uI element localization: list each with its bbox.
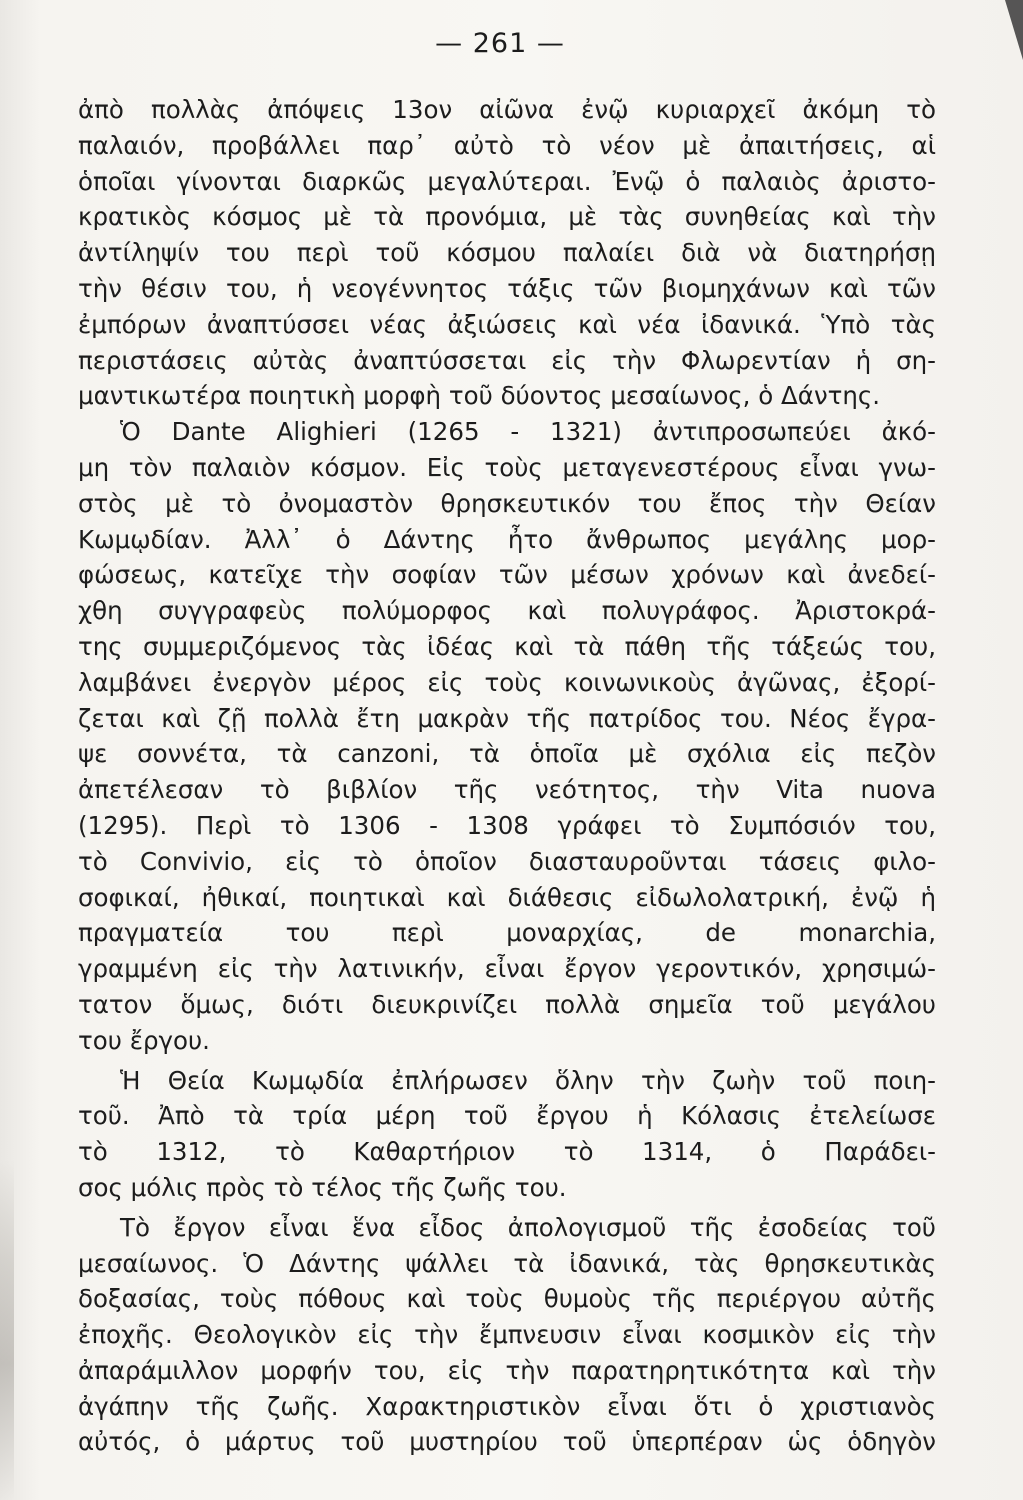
- text-line: ἀγάπην τῆς ζωῆς. Χαρακτηριστικὸν εἶναι ὅτι ὁ χριστιανὸς: [78, 1391, 936, 1421]
- text-line: Τὸ ἔργον εἶναι ἕνα εἶδος ἀπολογισμοῦ τῆς ἐσοδείας τοῦ: [120, 1212, 936, 1242]
- text-line: τὸ 1312, τὸ Καθαρτήριον τὸ 1314, ὁ Παράδει-: [78, 1137, 936, 1167]
- text-line: τατον ὅμως, διότι διευκρινίζει πολλὰ σημεῖα τοῦ μεγάλου: [78, 989, 936, 1019]
- text-line: ἀντίληψίν του περὶ τοῦ κόσμου παλαίει διὰ νὰ διατηρήσῃ: [78, 238, 936, 268]
- body-text: [78, 92, 936, 1460]
- text-line: σοφικαί, ἠθικαί, ποιητικαὶ καὶ διάθεσις εἰδωλολατρική, ἐνῷ ἡ: [78, 882, 936, 912]
- text-line: τὸ Convivio, εἰς τὸ ὁποῖον διασταυροῦνται τάσεις φιλο-: [78, 846, 936, 876]
- text-line: ἐποχῆς. Θεολογικὸν εἰς τὴν ἔμπνευσιν εἶναι κοσμικὸν εἰς τὴν: [78, 1320, 936, 1350]
- text-line: της συμμεριζόμενος τὰς ἰδέας καὶ τὰ πάθη τῆς τάξεώς του,: [78, 631, 936, 661]
- text-line: πραγματεία του περὶ μοναρχίας, de monarchia,: [78, 918, 936, 948]
- text-line: (1295). Περὶ τὸ 1306 - 1308 γράφει τὸ Συμπόσιόν του,: [78, 810, 936, 840]
- text-line: φώσεως, κατεῖχε τὴν σοφίαν τῶν μέσων χρόνων καὶ ἀνεδεί-: [78, 560, 936, 590]
- text-line: δοξασίας, τοὺς πόθους καὶ τοὺς θυμοὺς τῆς περιέργου αὐτῆς: [78, 1284, 936, 1314]
- text-line: Ὁ Dante Alighieri (1265 - 1321) ἀντιπροσωπεύει ἀκό-: [120, 417, 936, 447]
- text-line: ἀπὸ πολλὰς ἀπόψεις 13ον αἰῶνα ἐνῷ κυριαρχεῖ ἀκόμη τὸ: [78, 95, 936, 124]
- text-line: μεσαίωνος. Ὁ Δάντης ψάλλει τὰ ἰδανικά, τὰς θρησκευτικὰς: [78, 1248, 936, 1278]
- page-number: — 261 —: [435, 28, 565, 59]
- page-corner-shadow: [1005, 0, 1023, 60]
- text-line: λαμβάνει ἐνεργὸν μέρος εἰς τοὺς κοινωνικοὺς ἀγῶνας, ἐξορί-: [78, 667, 936, 697]
- text-line: ψε σοννέτα, τὰ canzoni, τὰ ὁποῖα μὲ σχόλια εἰς πεζὸν: [78, 739, 936, 769]
- text-line: ὁποῖαι γίνονται διαρκῶς μεγαλύτεραι. Ἐνῷ ὁ παλαιὸς ἀριστο-: [78, 166, 936, 196]
- text-line: ζεται καὶ ζῇ πολλὰ ἔτη μακρὰν τῆς πατρίδος του. Νέος ἔγρα-: [78, 703, 936, 733]
- text-line: σος μόλις πρὸς τὸ τέλος τῆς ζωῆς του.: [78, 1172, 567, 1202]
- text-line: του ἔργου.: [78, 1025, 210, 1055]
- text-line: Ἡ Θεία Κωμῳδία ἐπλήρωσεν ὅλην τὴν ζωὴν τοῦ ποιη-: [120, 1065, 936, 1095]
- text-line: ἐμπόρων ἀναπτύσσει νέας ἀξιώσεις καὶ νέα ἰδανικά. Ὑπὸ τὰς: [78, 309, 936, 339]
- text-line: τοῦ. Ἀπὸ τὰ τρία μέρη τοῦ ἔργου ἡ Κόλασις ἐτελείωσε: [78, 1101, 936, 1131]
- text-line: τὴν θέσιν του, ἡ νεογέννητος τάξις τῶν βιομηχάνων καὶ τῶν: [78, 273, 936, 303]
- text-line: ἀπετέλεσαν τὸ βιβλίον τῆς νεότητος, τὴν Vita nuova: [78, 775, 936, 805]
- text-line: παλαιόν, προβάλλει παρ᾽ αὐτὸ τὸ νέον μὲ ἀπαιτήσεις, αἱ: [78, 130, 936, 160]
- text-line: αὐτός, ὁ μάρτυς τοῦ μυστηρίου τοῦ ὑπερπέραν ὡς ὁδηγὸν: [78, 1427, 936, 1457]
- text-line: περιστάσεις αὐτὰς ἀναπτύσσεται εἰς τὴν Φλωρεντίαν ἡ ση-: [78, 345, 936, 375]
- text-line: Κωμῳδίαν. Ἀλλ᾽ ὁ Δάντης ἦτο ἄνθρωπος μεγάλης μορ-: [78, 524, 936, 554]
- text-line: ἀπαράμιλλον μορφήν του, εἰς τὴν παρατηρητικότητα καὶ τὴν: [78, 1355, 936, 1385]
- page-edge-shadow: [0, 1160, 14, 1500]
- text-line: μαντικωτέρα ποιητικὴ μορφὴ τοῦ δύοντος μεσαίωνος, ὁ Δάντης.: [78, 381, 881, 411]
- text-line: γραμμένη εἰς τὴν λατινικήν, εἶναι ἔργον γεροντικόν, χρησιμώ-: [78, 954, 936, 984]
- text-line: κρατικὸς κόσμος μὲ τὰ προνόμια, μὲ τὰς συνηθείας καὶ τὴν: [78, 202, 936, 232]
- text-line: στὸς μὲ τὸ ὀνομαστὸν θρησκευτικόν του ἔπος τὴν Θείαν: [78, 488, 936, 518]
- text-line: χθη συγγραφεὺς πολύμορφος καὶ πολυγράφος. Ἀριστοκρά-: [78, 596, 936, 626]
- text-line: μη τὸν παλαιὸν κόσμον. Εἰς τοὺς μεταγενεστέρους εἶναι γνω-: [78, 452, 936, 482]
